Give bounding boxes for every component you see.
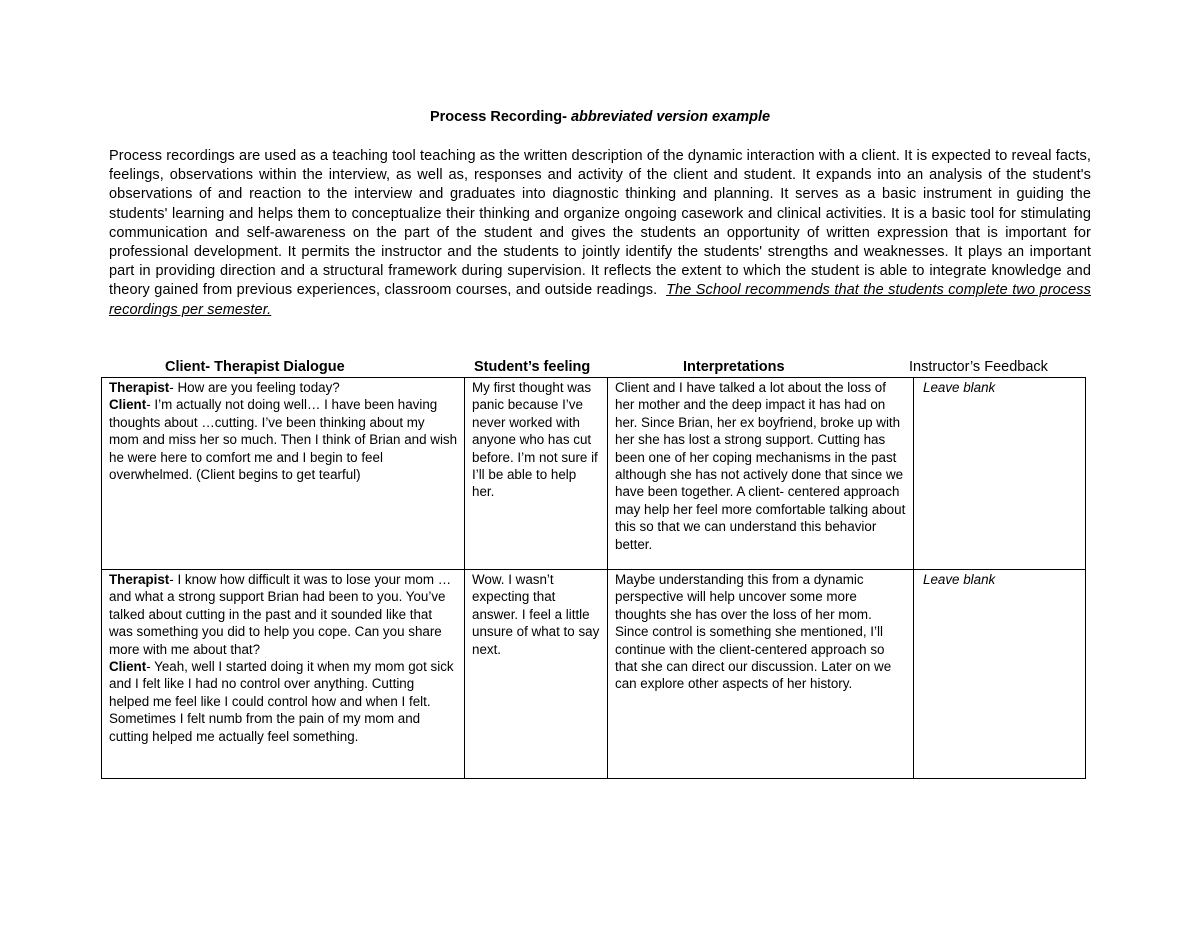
intro-paragraph xyxy=(109,147,1091,320)
intro-emphasis: The School recommends that the students complete two process recordings per semester. xyxy=(109,282,1091,318)
title-main: Process Recording- xyxy=(429,109,567,125)
dialogue-text: - I’m actually not doing well… I have been having thoughts about …cutting. I’ve been thinking about my mom and miss her so much. Then I think of Brian and wish he were here to comfort me and I begin to feel overwhelmed. (Client begins to get tearful) xyxy=(109,397,458,483)
title-subtitle: abbreviated version example xyxy=(570,109,771,125)
feedback-cell xyxy=(914,378,1086,570)
header-feeling: Student’s feeling xyxy=(474,359,591,375)
feeling-cell: Wow. I wasn’t expecting that answer. I feel a little unsure of what to say next. xyxy=(465,570,608,779)
dialogue-cell xyxy=(102,378,465,570)
interpretation-cell: Client and I have talked a lot about the loss of her mother and the deep impact it has had on her. Since Brian, her ex boyfriend, broke up with her she has lost a strong support. Cutting has been one of her coping mechanisms in the past although she has not actively done that since we have been together. A client- centered approach may help her feel more comfortable talking about this so that we can understand this behavior better. xyxy=(608,378,914,570)
dialogue-text: - How are you feeling today? xyxy=(169,380,340,395)
dialogue-text: - I know how difficult it was to lose your mom …and what a strong support Brian had been to you. You’ve talked about cutting in the past and it sounded like that was something you did to help you cope. Can you share more with me about that? xyxy=(109,572,452,657)
process-recording-table xyxy=(101,377,1086,779)
interpretation-cell: Maybe understanding this from a dynamic perspective will help uncover some more thoughts she has over the loss of her mom. Since control is something she mentioned, I’ll continue with the client-centered approach so that she can direct our discussion. Later on we can explore other aspects of her history. xyxy=(608,570,914,779)
header-interpretations: Interpretations xyxy=(683,359,785,375)
feedback-cell xyxy=(914,570,1086,779)
page-title xyxy=(0,109,1200,125)
header-dialogue: Client- Therapist Dialogue xyxy=(165,359,345,375)
table-row xyxy=(102,570,1086,779)
feedback-text: Leave blank xyxy=(923,572,996,587)
table-row xyxy=(102,378,1086,570)
dialogue-cell xyxy=(102,570,465,779)
speaker-label: Therapist xyxy=(109,380,170,395)
intro-text: Process recordings are used as a teaching tool teaching as the written description of the dynamic interaction with a client. It is expected to reveal facts, feelings, observations within the interview, as well as, responses and activity of the client and student. It expands into an analysis of the student's observations of and reaction to the interview and graduates into diagnostic thinking and planning. It serves as a basic instrument in guiding the students' learning and helps them to conceptualize their thinking and organize ongoing casework and clinical activities. It is a basic tool for stimulating communication and self-awareness on the part of the student and gives the students an opportunity of written expression that is important for professional development. It permits the instructor and the students to jointly identify the students' strengths and weaknesses. It plays an important part in providing direction and a structural framework during supervision. It reflects the extent to which the student is able to integrate knowledge and theory gained from previous experiences, classroom courses, and outside readings. xyxy=(109,148,1091,299)
feeling-cell: My first thought was panic because I’ve never worked with anyone who has cut before. I’m not sure if I’ll be able to help her. xyxy=(465,378,608,570)
header-feedback: Instructor’s Feedback xyxy=(909,359,1048,375)
feedback-text: Leave blank xyxy=(923,380,996,395)
speaker-label: Client xyxy=(109,397,147,413)
dialogue-text: - Yeah, well I started doing it when my mom got sick and I felt like I had no control over anything. Cutting helped me feel like I could control how and when I felt. Sometimes I felt numb from the pain of my mom and cutting helped me actually feel something. xyxy=(109,659,454,744)
speaker-label: Therapist xyxy=(109,572,170,587)
speaker-label: Client xyxy=(109,659,147,675)
